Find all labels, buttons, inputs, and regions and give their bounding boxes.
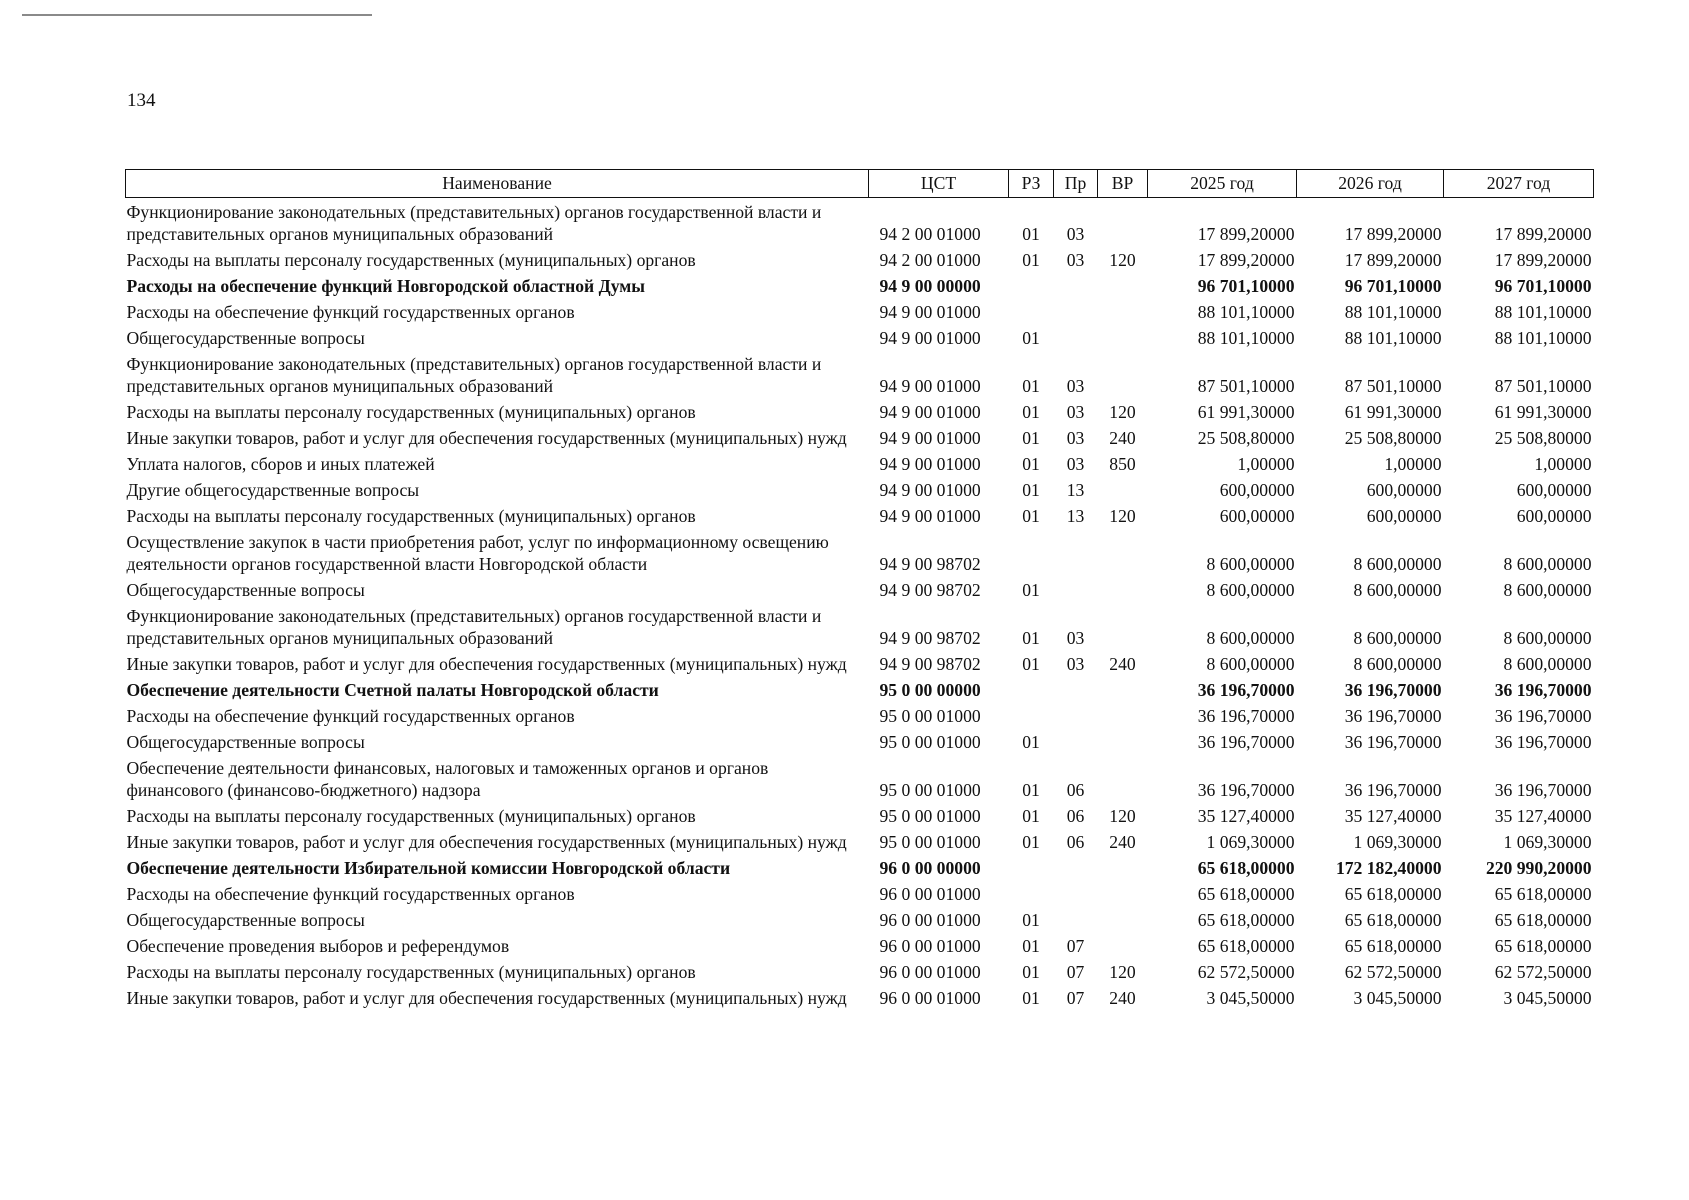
cell-cst: 94 2 00 01000 (879, 250, 981, 270)
cell-name: Расходы на выплаты персоналу государственных (муниципальных) органов (126, 506, 696, 526)
cell-2026: 1,00000 (1384, 454, 1442, 474)
header-2026: 2026 год (1297, 170, 1444, 198)
cell-cst: 94 9 00 01000 (879, 328, 981, 348)
cell-rz (1009, 676, 1054, 702)
cell-cst: 94 9 00 98702 (879, 628, 981, 648)
cell-name: Расходы на обеспечение функций Новгородской областной Думы (126, 276, 645, 296)
cell-rz: 01 (1022, 732, 1040, 752)
cell-pr (1054, 728, 1098, 754)
cell-name: Расходы на выплаты персоналу государственных (муниципальных) органов (126, 250, 696, 270)
cell-rz: 01 (1022, 910, 1040, 930)
cell-vr: 240 (1109, 428, 1136, 448)
cell-vr: 120 (1109, 402, 1136, 422)
cell-pr: 03 (1066, 428, 1085, 448)
table-row (126, 576, 1594, 602)
cell-2027: 88 101,10000 (1494, 302, 1592, 322)
cell-rz: 01 (1022, 328, 1040, 348)
header-rz: РЗ (1009, 170, 1054, 198)
cell-2025: 62 572,50000 (1197, 962, 1295, 982)
cell-2026: 8 600,00000 (1353, 628, 1442, 648)
cell-2026: 36 196,70000 (1344, 732, 1442, 752)
cell-cst: 94 9 00 01000 (879, 480, 981, 500)
cell-rz: 01 (1022, 454, 1040, 474)
cell-2025: 8 600,00000 (1206, 580, 1295, 600)
cell-2027: 3 045,50000 (1503, 988, 1592, 1008)
cell-name: Иные закупки товаров, работ и услуг для обеспечения государственных (муниципальных) нужд (126, 988, 847, 1008)
cell-2025: 17 899,20000 (1197, 224, 1295, 244)
table-row (126, 602, 1594, 650)
header-pr: Пр (1054, 170, 1098, 198)
cell-vr (1098, 702, 1148, 728)
cell-rz: 01 (1022, 250, 1040, 270)
table-row (126, 198, 1594, 247)
cell-2026: 36 196,70000 (1344, 706, 1442, 726)
cell-cst: 94 9 00 01000 (879, 402, 981, 422)
header-2027: 2027 год (1444, 170, 1594, 198)
cell-vr (1098, 350, 1148, 398)
cell-vr: 240 (1109, 988, 1136, 1008)
cell-2027: 220 990,20000 (1485, 858, 1592, 878)
table-row (126, 984, 1594, 1010)
cell-name: Обеспечение деятельности Счетной палаты Новгородской области (126, 680, 659, 700)
table-row (126, 476, 1594, 502)
cell-cst: 96 0 00 01000 (879, 884, 981, 904)
cell-pr: 03 (1066, 628, 1085, 648)
cell-2026: 17 899,20000 (1344, 250, 1442, 270)
cell-name: Расходы на обеспечение функций государственных органов (126, 884, 575, 904)
cell-2027: 36 196,70000 (1494, 780, 1592, 800)
cell-2027: 35 127,40000 (1494, 806, 1592, 826)
cell-vr (1098, 198, 1148, 247)
cell-pr: 07 (1066, 936, 1085, 956)
header-vr: ВР (1098, 170, 1148, 198)
cell-2027: 8 600,00000 (1503, 554, 1592, 574)
cell-2025: 600,00000 (1219, 506, 1295, 526)
cell-name: Общегосударственные вопросы (126, 732, 365, 752)
cell-cst: 95 0 00 01000 (879, 732, 981, 752)
cell-rz: 01 (1022, 806, 1040, 826)
cell-name: Иные закупки товаров, работ и услуг для обеспечения государственных (муниципальных) нужд (126, 832, 847, 852)
cell-2025: 88 101,10000 (1197, 302, 1295, 322)
cell-pr (1054, 906, 1098, 932)
cell-vr (1098, 932, 1148, 958)
header-2025: 2025 год (1148, 170, 1297, 198)
cell-2026: 8 600,00000 (1353, 654, 1442, 674)
cell-pr: 06 (1066, 832, 1085, 852)
cell-name: Уплата налогов, сборов и иных платежей (126, 454, 435, 474)
cell-vr (1098, 906, 1148, 932)
cell-rz: 01 (1022, 628, 1040, 648)
table-row (126, 246, 1594, 272)
cell-cst: 94 9 00 01000 (879, 376, 981, 396)
table-row (126, 754, 1594, 802)
cell-pr (1054, 576, 1098, 602)
table-row (126, 298, 1594, 324)
top-rule (22, 14, 372, 16)
cell-rz: 01 (1022, 580, 1040, 600)
cell-name: Функционирование законодательных (представительных) органов государственной власти и представительных органов муниципальных образований (126, 606, 822, 648)
cell-name: Функционирование законодательных (представительных) органов государственной власти и представительных органов муниципальных образований (126, 202, 822, 244)
cell-rz: 01 (1022, 402, 1040, 422)
cell-cst: 95 0 00 01000 (879, 806, 981, 826)
table-row (126, 802, 1594, 828)
cell-cst: 95 0 00 01000 (879, 706, 981, 726)
cell-2025: 96 701,10000 (1197, 276, 1295, 296)
cell-vr (1098, 476, 1148, 502)
cell-vr (1098, 528, 1148, 576)
cell-vr (1098, 676, 1148, 702)
table-header-row (126, 170, 1594, 198)
table-row (126, 702, 1594, 728)
cell-pr (1054, 880, 1098, 906)
cell-rz (1009, 880, 1054, 906)
table-row (126, 350, 1594, 398)
cell-vr (1098, 880, 1148, 906)
cell-vr: 120 (1109, 806, 1136, 826)
cell-2026: 35 127,40000 (1344, 806, 1442, 826)
cell-2027: 36 196,70000 (1494, 680, 1592, 700)
cell-cst: 96 0 00 01000 (879, 988, 981, 1008)
cell-rz: 01 (1022, 936, 1040, 956)
cell-cst: 96 0 00 00000 (879, 858, 981, 878)
cell-2026: 600,00000 (1366, 506, 1442, 526)
table-row (126, 450, 1594, 476)
cell-cst: 95 0 00 00000 (879, 680, 981, 700)
cell-2027: 17 899,20000 (1494, 224, 1592, 244)
cell-rz: 01 (1022, 832, 1040, 852)
cell-2027: 36 196,70000 (1494, 732, 1592, 752)
cell-pr (1054, 702, 1098, 728)
cell-rz: 01 (1022, 654, 1040, 674)
cell-2026: 17 899,20000 (1344, 224, 1442, 244)
cell-2026: 8 600,00000 (1353, 554, 1442, 574)
cell-name: Функционирование законодательных (представительных) органов государственной власти и представительных органов муниципальных образований (126, 354, 822, 396)
table-row (126, 880, 1594, 906)
cell-name: Обеспечение деятельности финансовых, налоговых и таможенных органов и органов финансового (финансово-бюджетного) надзора (126, 758, 769, 800)
cell-2026: 88 101,10000 (1344, 328, 1442, 348)
cell-vr (1098, 754, 1148, 802)
cell-name: Иные закупки товаров, работ и услуг для обеспечения государственных (муниципальных) нужд (126, 428, 847, 448)
cell-2026: 1 069,30000 (1353, 832, 1442, 852)
cell-rz (1009, 298, 1054, 324)
table-row (126, 906, 1594, 932)
cell-pr (1054, 272, 1098, 298)
table-row-section (126, 676, 1594, 702)
cell-2027: 61 991,30000 (1494, 402, 1592, 422)
cell-name: Осуществление закупок в части приобретения работ, услуг по информационному освещению деятельности органов государственной власти Новгородской области (126, 532, 829, 574)
cell-2026: 25 508,80000 (1344, 428, 1442, 448)
cell-pr (1054, 854, 1098, 880)
cell-cst: 95 0 00 01000 (879, 780, 981, 800)
cell-name: Расходы на выплаты персоналу государственных (муниципальных) органов (126, 962, 696, 982)
cell-cst: 95 0 00 01000 (879, 832, 981, 852)
cell-2027: 600,00000 (1516, 506, 1592, 526)
cell-cst: 94 2 00 01000 (879, 224, 981, 244)
cell-2027: 1 069,30000 (1503, 832, 1592, 852)
cell-vr (1098, 728, 1148, 754)
cell-rz (1009, 272, 1054, 298)
cell-rz (1009, 854, 1054, 880)
cell-name: Другие общегосударственные вопросы (126, 480, 420, 500)
cell-2026: 96 701,10000 (1344, 276, 1442, 296)
table-row-section (126, 272, 1594, 298)
cell-2025: 65 618,00000 (1197, 936, 1295, 956)
cell-2027: 8 600,00000 (1503, 628, 1592, 648)
cell-pr: 03 (1066, 250, 1085, 270)
cell-cst: 94 9 00 01000 (879, 428, 981, 448)
cell-2027: 1,00000 (1534, 454, 1592, 474)
table-row (126, 502, 1594, 528)
table-row (126, 728, 1594, 754)
header-cst: ЦСТ (869, 170, 1009, 198)
cell-name: Общегосударственные вопросы (126, 328, 365, 348)
cell-vr (1098, 602, 1148, 650)
cell-2025: 36 196,70000 (1197, 706, 1295, 726)
cell-2027: 62 572,50000 (1494, 962, 1592, 982)
cell-vr (1098, 576, 1148, 602)
cell-cst: 94 9 00 01000 (879, 454, 981, 474)
cell-name: Расходы на выплаты персоналу государственных (муниципальных) органов (126, 402, 696, 422)
cell-2026: 600,00000 (1366, 480, 1442, 500)
table-row (126, 828, 1594, 854)
cell-cst: 94 9 00 98702 (879, 580, 981, 600)
cell-2025: 36 196,70000 (1197, 780, 1295, 800)
cell-pr (1054, 298, 1098, 324)
budget-table (125, 169, 1594, 1010)
cell-pr (1054, 528, 1098, 576)
table-row (126, 958, 1594, 984)
cell-2027: 36 196,70000 (1494, 706, 1592, 726)
cell-cst: 94 9 00 01000 (879, 302, 981, 322)
cell-2027: 96 701,10000 (1494, 276, 1592, 296)
cell-pr: 06 (1066, 780, 1085, 800)
cell-2027: 87 501,10000 (1494, 376, 1592, 396)
cell-pr (1054, 676, 1098, 702)
cell-vr: 120 (1109, 962, 1136, 982)
cell-vr: 850 (1109, 454, 1136, 474)
cell-2025: 88 101,10000 (1197, 328, 1295, 348)
cell-vr (1098, 324, 1148, 350)
cell-pr: 03 (1066, 402, 1085, 422)
cell-pr: 13 (1066, 480, 1085, 500)
cell-2025: 600,00000 (1219, 480, 1295, 500)
cell-cst: 96 0 00 01000 (879, 936, 981, 956)
header-name: Наименование (126, 170, 869, 198)
cell-2026: 8 600,00000 (1353, 580, 1442, 600)
cell-2027: 65 618,00000 (1494, 910, 1592, 930)
cell-name: Обеспечение деятельности Избирательной комиссии Новгородской области (126, 858, 731, 878)
cell-2026: 87 501,10000 (1344, 376, 1442, 396)
cell-2025: 3 045,50000 (1206, 988, 1295, 1008)
cell-2025: 8 600,00000 (1206, 654, 1295, 674)
cell-2025: 36 196,70000 (1197, 680, 1295, 700)
cell-cst: 96 0 00 01000 (879, 910, 981, 930)
cell-2025: 8 600,00000 (1206, 554, 1295, 574)
cell-vr (1098, 298, 1148, 324)
cell-2027: 600,00000 (1516, 480, 1592, 500)
cell-cst: 94 9 00 00000 (879, 276, 981, 296)
cell-2025: 25 508,80000 (1197, 428, 1295, 448)
table-row (126, 528, 1594, 576)
cell-rz (1009, 528, 1054, 576)
cell-rz: 01 (1022, 962, 1040, 982)
cell-2025: 17 899,20000 (1197, 250, 1295, 270)
cell-2026: 88 101,10000 (1344, 302, 1442, 322)
cell-vr: 240 (1109, 654, 1136, 674)
cell-vr: 120 (1109, 250, 1136, 270)
cell-pr: 03 (1066, 654, 1085, 674)
cell-rz (1009, 702, 1054, 728)
cell-pr: 06 (1066, 806, 1085, 826)
table-row (126, 324, 1594, 350)
cell-cst: 94 9 00 98702 (879, 554, 981, 574)
cell-vr (1098, 854, 1148, 880)
page-number: 134 (127, 90, 156, 111)
table-row (126, 398, 1594, 424)
cell-name: Обеспечение проведения выборов и референдумов (126, 936, 510, 956)
cell-2027: 8 600,00000 (1503, 580, 1592, 600)
cell-2027: 65 618,00000 (1494, 936, 1592, 956)
cell-rz: 01 (1022, 780, 1040, 800)
cell-name: Общегосударственные вопросы (126, 910, 365, 930)
cell-name: Расходы на выплаты персоналу государственных (муниципальных) органов (126, 806, 696, 826)
cell-2025: 87 501,10000 (1197, 376, 1295, 396)
cell-2026: 172 182,40000 (1335, 858, 1442, 878)
cell-name: Расходы на обеспечение функций государственных органов (126, 706, 575, 726)
cell-2026: 65 618,00000 (1344, 884, 1442, 904)
cell-2026: 61 991,30000 (1344, 402, 1442, 422)
cell-2026: 36 196,70000 (1344, 680, 1442, 700)
cell-2025: 36 196,70000 (1197, 732, 1295, 752)
cell-vr (1098, 272, 1148, 298)
cell-pr: 03 (1066, 376, 1085, 396)
cell-2026: 36 196,70000 (1344, 780, 1442, 800)
cell-2026: 62 572,50000 (1344, 962, 1442, 982)
cell-2027: 17 899,20000 (1494, 250, 1592, 270)
cell-pr (1054, 324, 1098, 350)
cell-name: Иные закупки товаров, работ и услуг для обеспечения государственных (муниципальных) нужд (126, 654, 847, 674)
cell-rz: 01 (1022, 224, 1040, 244)
cell-pr: 03 (1066, 454, 1085, 474)
cell-2025: 65 618,00000 (1197, 910, 1295, 930)
cell-rz: 01 (1022, 988, 1040, 1008)
cell-name: Расходы на обеспечение функций государственных органов (126, 302, 575, 322)
cell-pr: 07 (1066, 962, 1085, 982)
cell-2026: 65 618,00000 (1344, 910, 1442, 930)
cell-pr: 03 (1066, 224, 1085, 244)
cell-2025: 8 600,00000 (1206, 628, 1295, 648)
table-row-section (126, 854, 1594, 880)
cell-rz: 01 (1022, 506, 1040, 526)
cell-2026: 3 045,50000 (1353, 988, 1442, 1008)
cell-pr: 13 (1066, 506, 1085, 526)
cell-2027: 25 508,80000 (1494, 428, 1592, 448)
cell-2027: 65 618,00000 (1494, 884, 1592, 904)
cell-cst: 94 9 00 01000 (879, 506, 981, 526)
cell-2026: 65 618,00000 (1344, 936, 1442, 956)
cell-pr: 07 (1066, 988, 1085, 1008)
cell-2025: 65 618,00000 (1197, 884, 1295, 904)
cell-rz: 01 (1022, 480, 1040, 500)
cell-vr: 120 (1109, 506, 1136, 526)
cell-rz: 01 (1022, 428, 1040, 448)
cell-2027: 8 600,00000 (1503, 654, 1592, 674)
cell-2025: 61 991,30000 (1197, 402, 1295, 422)
cell-2025: 1 069,30000 (1206, 832, 1295, 852)
table-row (126, 424, 1594, 450)
table-row (126, 650, 1594, 676)
cell-2025: 65 618,00000 (1197, 858, 1295, 878)
cell-cst: 96 0 00 01000 (879, 962, 981, 982)
cell-2025: 35 127,40000 (1197, 806, 1295, 826)
cell-cst: 94 9 00 98702 (879, 654, 981, 674)
cell-name: Общегосударственные вопросы (126, 580, 365, 600)
table-row (126, 932, 1594, 958)
cell-vr: 240 (1109, 832, 1136, 852)
cell-2027: 88 101,10000 (1494, 328, 1592, 348)
cell-rz: 01 (1022, 376, 1040, 396)
cell-2025: 1,00000 (1237, 454, 1295, 474)
